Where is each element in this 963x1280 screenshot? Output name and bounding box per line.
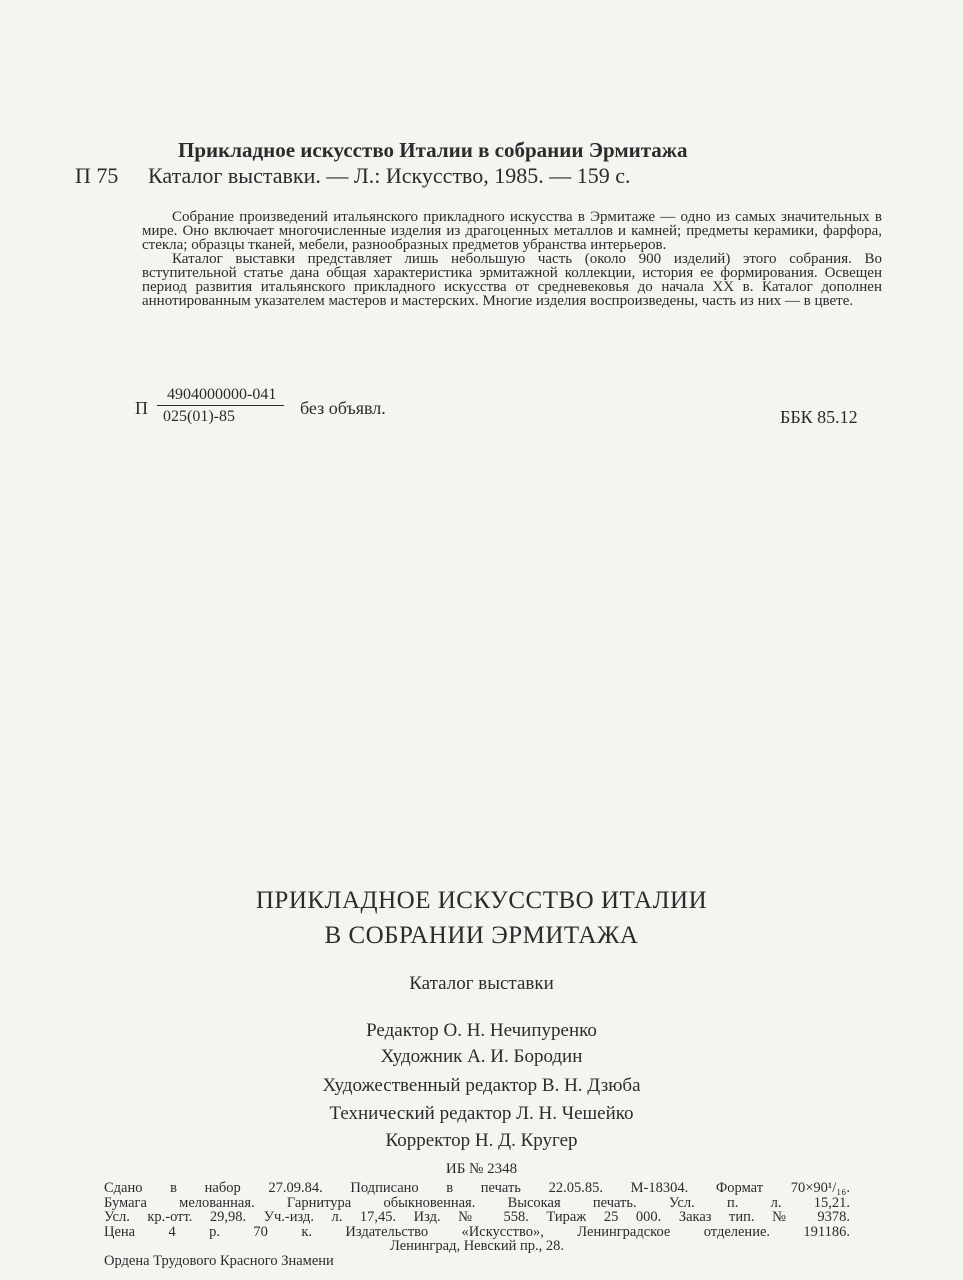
annotation-paragraph: Собрание произведений итальянского прикладного искусства в Эрмитаже — одно из самых значительных в мире. Оно включает многочисленные изделия из драгоценных металлов и камней; предметы керамики, фарфора, стекла; образцы тканей, мебели, разнообразных предметов убранства интерьеров. [142, 209, 882, 253]
ib-number: ИБ № 2348 [445, 1161, 518, 1177]
bbk-code: ББК 85.12 [780, 407, 858, 427]
imprint-line: Ленинград, Невский пр., 28. [389, 1238, 564, 1254]
credit-line: Редактор О. Н. Нечипуренко [366, 1020, 597, 1041]
credit-line: Художественный редактор В. Н. Дзюба [322, 1075, 641, 1096]
annotation-paragraph: Каталог выставки представляет лишь небольшую часть (около 900 изделий) этого собрания. Во вступительной статье дана общая характеристика эрмитажной коллекции, история ее формирования. Освещен период развития итальянского прикладного искусства от средневековья до начала XX в. Каталог дополнен аннотированным указателем мастеров и мастерских. Многие изделия воспроизведены, часть из них — в цвете. [142, 251, 882, 309]
imprint-line: Ордена Трудового Красного Знамени [104, 1252, 334, 1269]
bibliographic-description: Каталог выставки. — Л.: Искусство, 1985. — 159 с. [148, 163, 631, 188]
index-note: без объявл. [300, 398, 386, 418]
main-title-line: В СОБРАНИИ ЭРМИТАЖА [324, 922, 639, 949]
index-denominator: 025(01)-85 [163, 408, 235, 425]
index-numerator: 4904000000-041 [157, 386, 284, 406]
credit-line: Технический редактор Л. Н. Чешейко [329, 1103, 634, 1124]
imprint-line: Бумага мелованная. Гарнитура обыкновенная. Высокая печать. Усл. п. л. 15,21. [104, 1194, 850, 1211]
bibliographic-title: Прикладное искусство Италии в собрании Эрмитажа [178, 138, 688, 162]
imprint-line: Сдано в набор 27.09.84. Подписано в печать 22.05.85. М-18304. Формат 70×90¹/₁₆. [104, 1180, 850, 1196]
imprint [104, 1181, 850, 1268]
annotation [142, 210, 882, 308]
imprint-line: Усл. кр.-отт. 29,98. Уч.-изд. л. 17,45. Изд. № 558. Тираж 25 000. Заказ тип. № 9378. [104, 1209, 850, 1225]
imprint-line: Цена 4 р. 70 к. Издательство «Искусство», Ленинградское отделение. 191186. [104, 1223, 850, 1240]
index-prefix: П [135, 398, 148, 418]
credit-line: Художник А. И. Бородин [380, 1046, 583, 1067]
main-title-line: ПРИКЛАДНОЕ ИСКУССТВО ИТАЛИИ [255, 887, 708, 914]
subtitle: Каталог выставки [409, 973, 554, 994]
credit-line: Корректор Н. Д. Кругер [385, 1130, 578, 1151]
classification-code: П 75 [75, 163, 119, 188]
